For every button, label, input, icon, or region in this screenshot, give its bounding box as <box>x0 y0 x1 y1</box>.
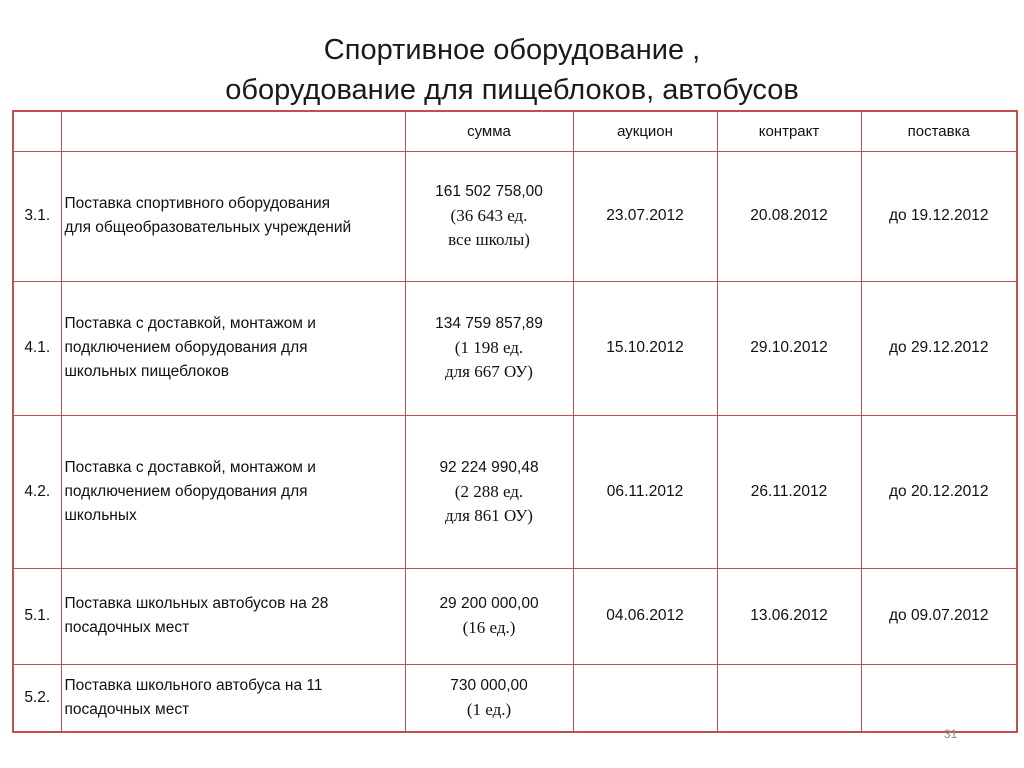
row-number: 5.2. <box>13 664 61 732</box>
row-number: 4.2. <box>13 415 61 568</box>
description-line: подключением оборудования для <box>64 339 308 356</box>
sum-note: все школы) <box>448 230 530 249</box>
table-row <box>13 281 1017 415</box>
header-sum: сумма <box>405 111 573 151</box>
description-line: Поставка с доставкой, монтажом и <box>64 315 316 332</box>
row-number: 4.1. <box>13 281 61 415</box>
sum-value: 29 200 000,00 <box>439 595 539 612</box>
row-sum <box>405 664 573 732</box>
table-row <box>13 664 1017 732</box>
sum-value: 730 000,00 <box>450 676 528 694</box>
header-contract: контракт <box>717 111 861 151</box>
row-description <box>61 415 405 568</box>
row-delivery-date: до 09.07.2012 <box>861 568 1017 664</box>
row-sum <box>405 415 573 568</box>
header-num <box>13 111 61 151</box>
description-line: школьных пищеблоков <box>64 363 229 380</box>
header-row <box>13 111 1017 151</box>
sum-value: 161 502 758,00 <box>435 183 543 200</box>
description-line: посадочных мест <box>64 619 190 636</box>
row-contract-date <box>717 664 861 732</box>
sum-value: 134 759 857,89 <box>435 315 543 332</box>
header-name <box>61 111 405 151</box>
row-number: 5.1. <box>13 568 61 664</box>
row-delivery-date <box>861 664 1017 732</box>
header-auction: аукцион <box>573 111 717 151</box>
header-delivery: поставка <box>861 111 1017 151</box>
row-number: 3.1. <box>13 151 61 281</box>
row-delivery-date: до 29.12.2012 <box>861 281 1017 415</box>
slide-title <box>0 30 1024 110</box>
row-auction-date <box>573 664 717 732</box>
sum-note: для 861 ОУ) <box>445 505 533 525</box>
row-contract-date: 13.06.2012 <box>717 568 861 664</box>
sum-value: 92 224 990,48 <box>439 458 539 476</box>
sum-note: (1 ед.) <box>466 699 512 719</box>
table-row <box>13 151 1017 281</box>
description-line: Поставка школьного автобуса на 11 <box>64 676 323 694</box>
description-line: Поставка школьных автобусов на 28 <box>64 595 329 612</box>
page-number: 31 <box>944 727 958 741</box>
row-sum <box>405 151 573 281</box>
row-auction-date: 06.11.2012 <box>573 415 717 568</box>
description-line: Поставка спортивного оборудования <box>64 195 331 212</box>
row-contract-date: 20.08.2012 <box>717 151 861 281</box>
description-line: для общеобразовательных учреждений <box>64 219 352 236</box>
sum-note: (2 288 ед. <box>454 481 524 501</box>
table-row <box>13 415 1017 568</box>
table-row <box>13 568 1017 664</box>
row-contract-date: 26.11.2012 <box>717 415 861 568</box>
row-contract-date: 29.10.2012 <box>717 281 861 415</box>
title-line-1: Спортивное оборудование , <box>323 34 701 66</box>
row-description <box>61 664 405 732</box>
description-line: Поставка с доставкой, монтажом и <box>64 458 316 476</box>
row-sum <box>405 281 573 415</box>
row-auction-date: 04.06.2012 <box>573 568 717 664</box>
description-line: школьных <box>64 506 137 524</box>
row-sum <box>405 568 573 664</box>
row-auction-date: 23.07.2012 <box>573 151 717 281</box>
procurement-table <box>12 110 1018 733</box>
row-description <box>61 281 405 415</box>
row-description <box>61 151 405 281</box>
description-line: подключением оборудования для <box>64 482 308 500</box>
row-description <box>61 568 405 664</box>
row-delivery-date: до 19.12.2012 <box>861 151 1017 281</box>
row-delivery-date: до 20.12.2012 <box>861 415 1017 568</box>
sum-note: для 667 ОУ) <box>445 362 533 381</box>
sum-note: (16 ед.) <box>462 618 516 637</box>
sum-note: (36 643 ед. <box>450 206 528 225</box>
sum-note: (1 198 ед. <box>454 338 524 357</box>
title-line-2: оборудование для пищеблоков, автобусов <box>225 74 799 106</box>
description-line: посадочных мест <box>64 700 190 718</box>
row-auction-date: 15.10.2012 <box>573 281 717 415</box>
